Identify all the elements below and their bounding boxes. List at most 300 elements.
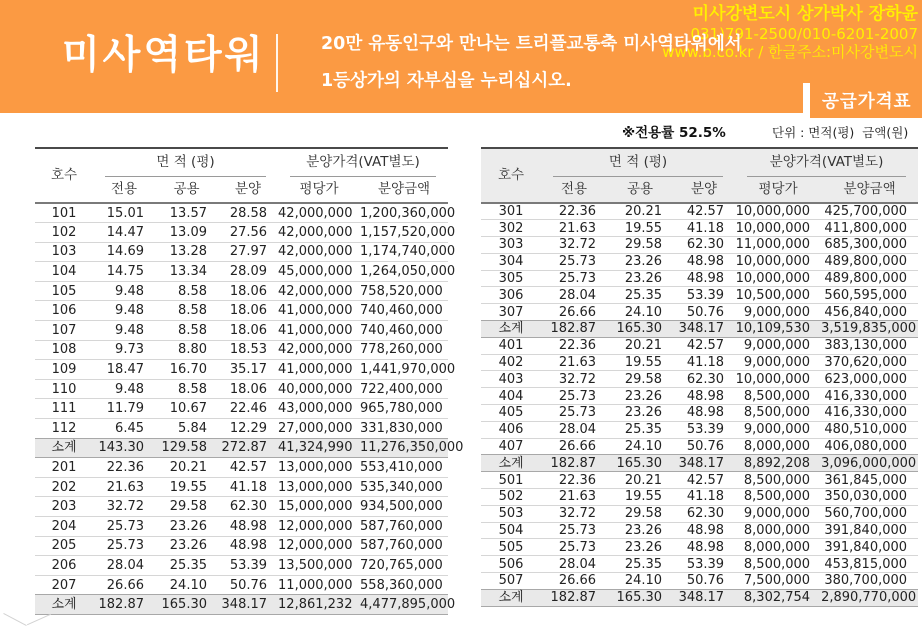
cell-supply-area: 28.09 xyxy=(218,262,278,282)
cell-price-per-pyeong: 40,000,000 xyxy=(278,379,360,399)
cell-supply-area: 50.76 xyxy=(673,573,735,590)
cell-common-area: 8.58 xyxy=(155,379,218,399)
cell-common-area: 8.80 xyxy=(155,340,218,360)
cell-common-area: 10.67 xyxy=(155,399,218,419)
cell-exclusive-area: 21.63 xyxy=(93,477,155,497)
cell-price-per-pyeong: 8,500,000 xyxy=(735,556,821,573)
table-row xyxy=(35,536,448,556)
cell-supply-area: 348.17 xyxy=(673,589,735,606)
cell-unit-no: 406 xyxy=(481,421,541,438)
cell-unit-no: 103 xyxy=(35,242,93,262)
cell-exclusive-area: 21.63 xyxy=(541,220,607,237)
table-row xyxy=(35,281,448,301)
table-row xyxy=(481,472,918,489)
cell-price-per-pyeong: 9,000,000 xyxy=(735,304,821,321)
cell-price-per-pyeong: 9,000,000 xyxy=(735,421,821,438)
cell-sale-amount: 2,890,770,000 xyxy=(821,590,917,606)
cell-price-per-pyeong: 10,000,000 xyxy=(735,371,821,388)
cell-price-per-pyeong: 12,000,000 xyxy=(278,536,360,556)
table-row xyxy=(481,304,918,321)
cell-exclusive-area: 9.48 xyxy=(93,301,155,321)
cell-unit-no: 소계 xyxy=(481,589,541,606)
cell-sale-amount: 3,519,835,000 xyxy=(821,321,917,337)
contact-phone: 031)791-2500/010-6201-2007 xyxy=(690,24,918,43)
subtotal-row xyxy=(35,438,448,458)
cell-sale-amount: 406,080,000 xyxy=(821,438,918,455)
col-header-price-per-pyeong: 평당가 xyxy=(278,177,360,203)
cell-unit-no: 104 xyxy=(35,262,93,282)
cell-exclusive-area: 22.36 xyxy=(541,203,607,220)
cell-common-area: 13.28 xyxy=(155,242,218,262)
cell-supply-area: 27.97 xyxy=(218,242,278,262)
cell-price-per-pyeong: 45,000,000 xyxy=(278,262,360,282)
cell-supply-area: 62.30 xyxy=(673,505,735,522)
price-list-badge: 공급가격표 xyxy=(822,92,912,112)
cell-supply-area: 22.46 xyxy=(218,399,278,419)
cell-common-area: 29.58 xyxy=(607,505,673,522)
cell-unit-no: 106 xyxy=(35,301,93,321)
cell-exclusive-area: 25.73 xyxy=(541,522,607,539)
cell-common-area: 25.35 xyxy=(607,421,673,438)
cell-unit-no: 203 xyxy=(35,497,93,517)
cell-unit-no: 501 xyxy=(481,472,541,489)
slogan-line2: 1등상가의 자부심을 누리십시오. xyxy=(321,70,572,91)
cell-unit-no: 402 xyxy=(481,354,541,371)
cell-exclusive-area: 14.75 xyxy=(93,262,155,282)
cell-common-area: 29.58 xyxy=(607,371,673,388)
table-row xyxy=(481,505,918,522)
cell-unit-no: 202 xyxy=(35,477,93,497)
contact-web: www.b.co.kr / 한글주소:미사강변도시 xyxy=(662,43,918,62)
cell-price-per-pyeong: 12,000,000 xyxy=(278,517,360,537)
cell-sale-amount: 350,030,000 xyxy=(821,489,918,506)
cell-sale-amount: 535,340,000 xyxy=(360,477,448,497)
cell-common-area: 13.57 xyxy=(155,203,218,223)
cell-sale-amount: 778,260,000 xyxy=(360,340,448,360)
cell-exclusive-area: 143.30 xyxy=(93,438,155,458)
cell-common-area: 20.21 xyxy=(155,458,218,478)
cell-supply-area: 35.17 xyxy=(218,360,278,380)
cell-price-per-pyeong: 11,000,000 xyxy=(278,575,360,595)
table-row xyxy=(481,522,918,539)
cell-exclusive-area: 9.48 xyxy=(93,321,155,341)
cell-exclusive-area: 22.36 xyxy=(93,458,155,478)
table-row xyxy=(35,458,448,478)
cell-supply-area: 48.98 xyxy=(673,405,735,422)
cell-price-per-pyeong: 10,000,000 xyxy=(735,220,821,237)
cell-supply-area: 18.06 xyxy=(218,379,278,399)
cell-supply-area: 42.57 xyxy=(218,458,278,478)
price-tables xyxy=(35,147,918,615)
cell-supply-area: 53.39 xyxy=(673,556,735,573)
col-header-supply: 분양 xyxy=(673,177,735,203)
cell-price-per-pyeong: 42,000,000 xyxy=(278,242,360,262)
cell-unit-no: 502 xyxy=(481,489,541,506)
cell-common-area: 29.58 xyxy=(607,237,673,254)
price-table-floors-1-2 xyxy=(35,147,464,615)
table-row xyxy=(35,262,448,282)
header-divider xyxy=(276,34,278,92)
cell-unit-no: 102 xyxy=(35,223,93,243)
cell-supply-area: 27.56 xyxy=(218,223,278,243)
col-group-price: 분양가격(VAT별도) xyxy=(735,148,918,177)
table-row xyxy=(481,388,918,405)
table-row xyxy=(481,405,918,422)
table-row xyxy=(481,253,918,270)
cell-sale-amount: 456,840,000 xyxy=(821,304,918,321)
cell-supply-area: 12.29 xyxy=(218,419,278,439)
unit-note: 단위 : 면적(평) 금액(원) xyxy=(772,125,909,140)
cell-unit-no: 111 xyxy=(35,399,93,419)
cell-exclusive-area: 9.73 xyxy=(93,340,155,360)
cell-sale-amount: 416,330,000 xyxy=(821,405,918,422)
table-row xyxy=(35,419,448,439)
cell-exclusive-area: 32.72 xyxy=(541,505,607,522)
table-row xyxy=(481,421,918,438)
table-header-sub-row xyxy=(481,177,918,203)
cell-common-area: 23.26 xyxy=(155,517,218,537)
col-header-sale-amount: 분양금액 xyxy=(821,177,918,203)
cell-price-per-pyeong: 13,000,000 xyxy=(278,458,360,478)
cell-exclusive-area: 28.04 xyxy=(541,421,607,438)
cell-supply-area: 50.76 xyxy=(673,438,735,455)
cell-common-area: 23.26 xyxy=(607,253,673,270)
cell-exclusive-area: 21.63 xyxy=(541,489,607,506)
cell-unit-no: 407 xyxy=(481,438,541,455)
cell-common-area: 25.35 xyxy=(607,556,673,573)
col-header-unit-no: 호수 xyxy=(481,148,541,203)
cell-unit-no: 505 xyxy=(481,539,541,556)
cell-supply-area: 348.17 xyxy=(673,321,735,338)
cell-sale-amount: 758,520,000 xyxy=(360,281,448,301)
cell-common-area: 8.58 xyxy=(155,321,218,341)
cell-price-per-pyeong: 9,000,000 xyxy=(735,337,821,354)
cell-common-area: 25.35 xyxy=(607,287,673,304)
cell-price-per-pyeong: 8,500,000 xyxy=(735,405,821,422)
cell-exclusive-area: 28.04 xyxy=(541,556,607,573)
cell-supply-area: 62.30 xyxy=(673,237,735,254)
cell-supply-area: 53.39 xyxy=(673,287,735,304)
table-row xyxy=(481,220,918,237)
cell-exclusive-area: 14.69 xyxy=(93,242,155,262)
cell-unit-no: 105 xyxy=(35,281,93,301)
slogan xyxy=(321,36,742,90)
cell-price-per-pyeong: 10,000,000 xyxy=(735,253,821,270)
table-row xyxy=(35,340,448,360)
cell-sale-amount: 1,157,520,000 xyxy=(360,223,448,243)
cell-price-per-pyeong: 13,000,000 xyxy=(278,477,360,497)
cell-price-per-pyeong: 42,000,000 xyxy=(278,223,360,243)
cell-unit-no: 504 xyxy=(481,522,541,539)
table-header-sub-row xyxy=(35,177,448,203)
cell-sale-amount: 587,760,000 xyxy=(360,536,448,556)
cell-sale-amount: 740,460,000 xyxy=(360,301,448,321)
cell-price-per-pyeong: 42,000,000 xyxy=(278,340,360,360)
cell-price-per-pyeong: 8,302,754 xyxy=(735,589,821,606)
cell-supply-area: 42.57 xyxy=(673,472,735,489)
cell-unit-no: 205 xyxy=(35,536,93,556)
cell-price-per-pyeong: 9,000,000 xyxy=(735,505,821,522)
cell-sale-amount: 361,845,000 xyxy=(821,472,918,489)
cell-unit-no: 110 xyxy=(35,379,93,399)
cell-supply-area: 18.06 xyxy=(218,281,278,301)
cell-common-area: 20.21 xyxy=(607,203,673,220)
cell-supply-area: 42.57 xyxy=(673,203,735,220)
cell-exclusive-area: 32.72 xyxy=(93,497,155,517)
table-row xyxy=(481,371,918,388)
cell-unit-no: 506 xyxy=(481,556,541,573)
cell-common-area: 20.21 xyxy=(607,337,673,354)
cell-price-per-pyeong: 8,892,208 xyxy=(735,455,821,472)
cell-common-area: 24.10 xyxy=(607,304,673,321)
cell-exclusive-area: 15.01 xyxy=(93,203,155,223)
cell-unit-no: 304 xyxy=(481,253,541,270)
page-title: 미사역타워 xyxy=(62,33,266,78)
slogan-line1: 20만 유동인구와 만나는 트리플교통축 미사역타워에서 xyxy=(321,34,742,54)
cell-price-per-pyeong: 43,000,000 xyxy=(278,399,360,419)
cell-exclusive-area: 11.79 xyxy=(93,399,155,419)
cell-exclusive-area: 182.87 xyxy=(541,321,607,338)
cell-price-per-pyeong: 13,500,000 xyxy=(278,556,360,576)
table-row xyxy=(35,301,448,321)
cell-price-per-pyeong: 8,500,000 xyxy=(735,472,821,489)
cell-sale-amount: 560,700,000 xyxy=(821,505,918,522)
price-table-floors-3-5 xyxy=(481,147,918,607)
cell-common-area: 165.30 xyxy=(607,589,673,606)
cell-unit-no: 109 xyxy=(35,360,93,380)
table-row xyxy=(35,575,448,595)
table-row xyxy=(35,379,448,399)
table-row xyxy=(35,477,448,497)
cell-common-area: 24.10 xyxy=(607,573,673,590)
subtotal-row xyxy=(35,595,448,615)
cell-sale-amount: 453,815,000 xyxy=(821,556,918,573)
cell-sale-amount: 3,096,000,000 xyxy=(821,455,917,471)
cell-common-area: 24.10 xyxy=(607,438,673,455)
cell-unit-no: 301 xyxy=(481,203,541,220)
cell-exclusive-area: 26.66 xyxy=(541,438,607,455)
cell-supply-area: 48.98 xyxy=(673,253,735,270)
cell-price-per-pyeong: 8,000,000 xyxy=(735,522,821,539)
contact-region: 미사강변도시 xyxy=(692,4,792,24)
cell-price-per-pyeong: 12,861,232 xyxy=(278,595,360,615)
cell-price-per-pyeong: 10,000,000 xyxy=(735,270,821,287)
cell-unit-no: 503 xyxy=(481,505,541,522)
cell-unit-no: 207 xyxy=(35,575,93,595)
cell-exclusive-area: 25.73 xyxy=(541,405,607,422)
cell-exclusive-area: 182.87 xyxy=(541,455,607,472)
cell-exclusive-area: 26.66 xyxy=(541,304,607,321)
cell-exclusive-area: 28.04 xyxy=(93,556,155,576)
cell-price-per-pyeong: 41,324,990 xyxy=(278,438,360,458)
subtotal-row xyxy=(481,455,918,472)
cell-unit-no: 302 xyxy=(481,220,541,237)
cell-price-per-pyeong: 8,000,000 xyxy=(735,539,821,556)
cell-sale-amount: 370,620,000 xyxy=(821,354,918,371)
table-header-group-row xyxy=(35,148,448,177)
cell-unit-no: 소계 xyxy=(35,438,93,458)
cell-supply-area: 18.06 xyxy=(218,321,278,341)
cell-supply-area: 50.76 xyxy=(673,304,735,321)
table-header-group-row xyxy=(481,148,918,177)
cell-exclusive-area: 14.47 xyxy=(93,223,155,243)
cell-price-per-pyeong: 15,000,000 xyxy=(278,497,360,517)
cell-exclusive-area: 28.04 xyxy=(541,287,607,304)
cell-exclusive-area: 25.73 xyxy=(93,517,155,537)
cell-common-area: 13.09 xyxy=(155,223,218,243)
cell-sale-amount: 1,441,970,000 xyxy=(360,360,448,380)
cell-unit-no: 206 xyxy=(35,556,93,576)
cell-supply-area: 18.53 xyxy=(218,340,278,360)
cell-common-area: 20.21 xyxy=(607,472,673,489)
cell-exclusive-area: 25.73 xyxy=(541,388,607,405)
cell-common-area: 8.58 xyxy=(155,281,218,301)
cell-supply-area: 53.39 xyxy=(218,556,278,576)
cell-common-area: 165.30 xyxy=(607,455,673,472)
cell-supply-area: 48.98 xyxy=(673,522,735,539)
cell-exclusive-area: 182.87 xyxy=(93,595,155,615)
cell-sale-amount: 411,800,000 xyxy=(821,220,918,237)
cell-sale-amount: 383,130,000 xyxy=(821,337,918,354)
cell-common-area: 23.26 xyxy=(607,270,673,287)
col-header-exclusive: 전용 xyxy=(93,177,155,203)
cell-common-area: 23.26 xyxy=(607,405,673,422)
cell-sale-amount: 685,300,000 xyxy=(821,237,918,254)
cell-exclusive-area: 32.72 xyxy=(541,371,607,388)
col-group-area: 면 적 (평) xyxy=(93,148,278,177)
table-row xyxy=(35,203,448,223)
cell-exclusive-area: 25.73 xyxy=(541,253,607,270)
cell-sale-amount: 480,510,000 xyxy=(821,421,918,438)
cell-exclusive-area: 21.63 xyxy=(541,354,607,371)
cell-price-per-pyeong: 10,109,530 xyxy=(735,321,821,338)
col-header-price-per-pyeong: 평당가 xyxy=(735,177,821,203)
col-group-price: 분양가격(VAT별도) xyxy=(278,148,448,177)
cell-supply-area: 62.30 xyxy=(673,371,735,388)
col-header-supply: 분양 xyxy=(218,177,278,203)
cell-exclusive-area: 22.36 xyxy=(541,337,607,354)
cell-sale-amount: 425,700,000 xyxy=(821,203,918,220)
cell-supply-area: 348.17 xyxy=(218,595,278,615)
cell-sale-amount: 331,830,000 xyxy=(360,419,448,439)
cell-unit-no: 405 xyxy=(481,405,541,422)
table-row xyxy=(481,489,918,506)
cell-common-area: 19.55 xyxy=(155,477,218,497)
cell-price-per-pyeong: 11,000,000 xyxy=(735,237,821,254)
table-row xyxy=(481,203,918,220)
cell-unit-no: 112 xyxy=(35,419,93,439)
table-row xyxy=(35,517,448,537)
cell-price-per-pyeong: 7,500,000 xyxy=(735,573,821,590)
table-row xyxy=(35,399,448,419)
table-row xyxy=(481,539,918,556)
cell-price-per-pyeong: 41,000,000 xyxy=(278,301,360,321)
cell-sale-amount: 623,000,000 xyxy=(821,371,918,388)
table-row xyxy=(35,360,448,380)
cell-unit-no: 507 xyxy=(481,573,541,590)
cell-sale-amount: 722,400,000 xyxy=(360,379,448,399)
cell-exclusive-area: 9.48 xyxy=(93,379,155,399)
table-row xyxy=(481,354,918,371)
cell-sale-amount: 391,840,000 xyxy=(821,539,918,556)
cell-common-area: 24.10 xyxy=(155,575,218,595)
cell-common-area: 19.55 xyxy=(607,220,673,237)
col-header-common: 공용 xyxy=(607,177,673,203)
cell-sale-amount: 720,765,000 xyxy=(360,556,448,576)
cell-sale-amount: 740,460,000 xyxy=(360,321,448,341)
cell-exclusive-area: 26.66 xyxy=(93,575,155,595)
cell-common-area: 8.58 xyxy=(155,301,218,321)
cell-common-area: 23.26 xyxy=(607,539,673,556)
contact-name: 상가박사 장하윤 xyxy=(797,4,918,24)
cell-supply-area: 48.98 xyxy=(218,517,278,537)
cell-sale-amount: 560,595,000 xyxy=(821,287,918,304)
table-row xyxy=(481,337,918,354)
cell-exclusive-area: 6.45 xyxy=(93,419,155,439)
cell-supply-area: 48.98 xyxy=(673,539,735,556)
cell-price-per-pyeong: 42,000,000 xyxy=(278,281,360,301)
table-row xyxy=(481,556,918,573)
table-row xyxy=(481,270,918,287)
cell-common-area: 5.84 xyxy=(155,419,218,439)
cell-unit-no: 303 xyxy=(481,237,541,254)
cell-supply-area: 62.30 xyxy=(218,497,278,517)
corner-decoration xyxy=(0,605,52,631)
cell-unit-no: 소계 xyxy=(481,321,541,338)
cell-unit-no: 101 xyxy=(35,203,93,223)
cell-sale-amount: 11,276,350,000 xyxy=(360,438,448,458)
cell-price-per-pyeong: 41,000,000 xyxy=(278,321,360,341)
cell-sale-amount: 553,410,000 xyxy=(360,458,448,478)
cell-sale-amount: 4,477,895,000 xyxy=(360,595,448,615)
col-header-sale-amount: 분양금액 xyxy=(360,177,448,203)
cell-unit-no: 403 xyxy=(481,371,541,388)
cell-price-per-pyeong: 42,000,000 xyxy=(278,203,360,223)
cell-price-per-pyeong: 8,500,000 xyxy=(735,388,821,405)
cell-price-per-pyeong: 10,500,000 xyxy=(735,287,821,304)
cell-common-area: 23.26 xyxy=(607,388,673,405)
cell-sale-amount: 965,780,000 xyxy=(360,399,448,419)
cell-price-per-pyeong: 8,000,000 xyxy=(735,438,821,455)
cell-exclusive-area: 18.47 xyxy=(93,360,155,380)
cell-exclusive-area: 22.36 xyxy=(541,472,607,489)
cell-supply-area: 28.58 xyxy=(218,203,278,223)
cell-unit-no: 소계 xyxy=(35,595,93,615)
cell-unit-no: 401 xyxy=(481,337,541,354)
cell-unit-no: 307 xyxy=(481,304,541,321)
cell-supply-area: 50.76 xyxy=(218,575,278,595)
cell-price-per-pyeong: 8,500,000 xyxy=(735,489,821,506)
cell-price-per-pyeong: 27,000,000 xyxy=(278,419,360,439)
cell-unit-no: 108 xyxy=(35,340,93,360)
table-row xyxy=(481,438,918,455)
cell-supply-area: 48.98 xyxy=(673,270,735,287)
cell-supply-area: 48.98 xyxy=(673,388,735,405)
cell-common-area: 165.30 xyxy=(155,595,218,615)
cell-price-per-pyeong: 41,000,000 xyxy=(278,360,360,380)
col-header-exclusive: 전용 xyxy=(541,177,607,203)
cell-sale-amount: 587,760,000 xyxy=(360,517,448,537)
exclusive-rate-note: ※전용률 52.5% xyxy=(622,125,726,141)
cell-exclusive-area: 32.72 xyxy=(541,237,607,254)
cell-unit-no: 소계 xyxy=(481,455,541,472)
cell-unit-no: 107 xyxy=(35,321,93,341)
cell-sale-amount: 1,264,050,000 xyxy=(360,262,448,282)
cell-sale-amount: 489,800,000 xyxy=(821,270,918,287)
cell-unit-no: 204 xyxy=(35,517,93,537)
col-header-unit-no: 호수 xyxy=(35,148,93,203)
cell-common-area: 129.58 xyxy=(155,438,218,458)
